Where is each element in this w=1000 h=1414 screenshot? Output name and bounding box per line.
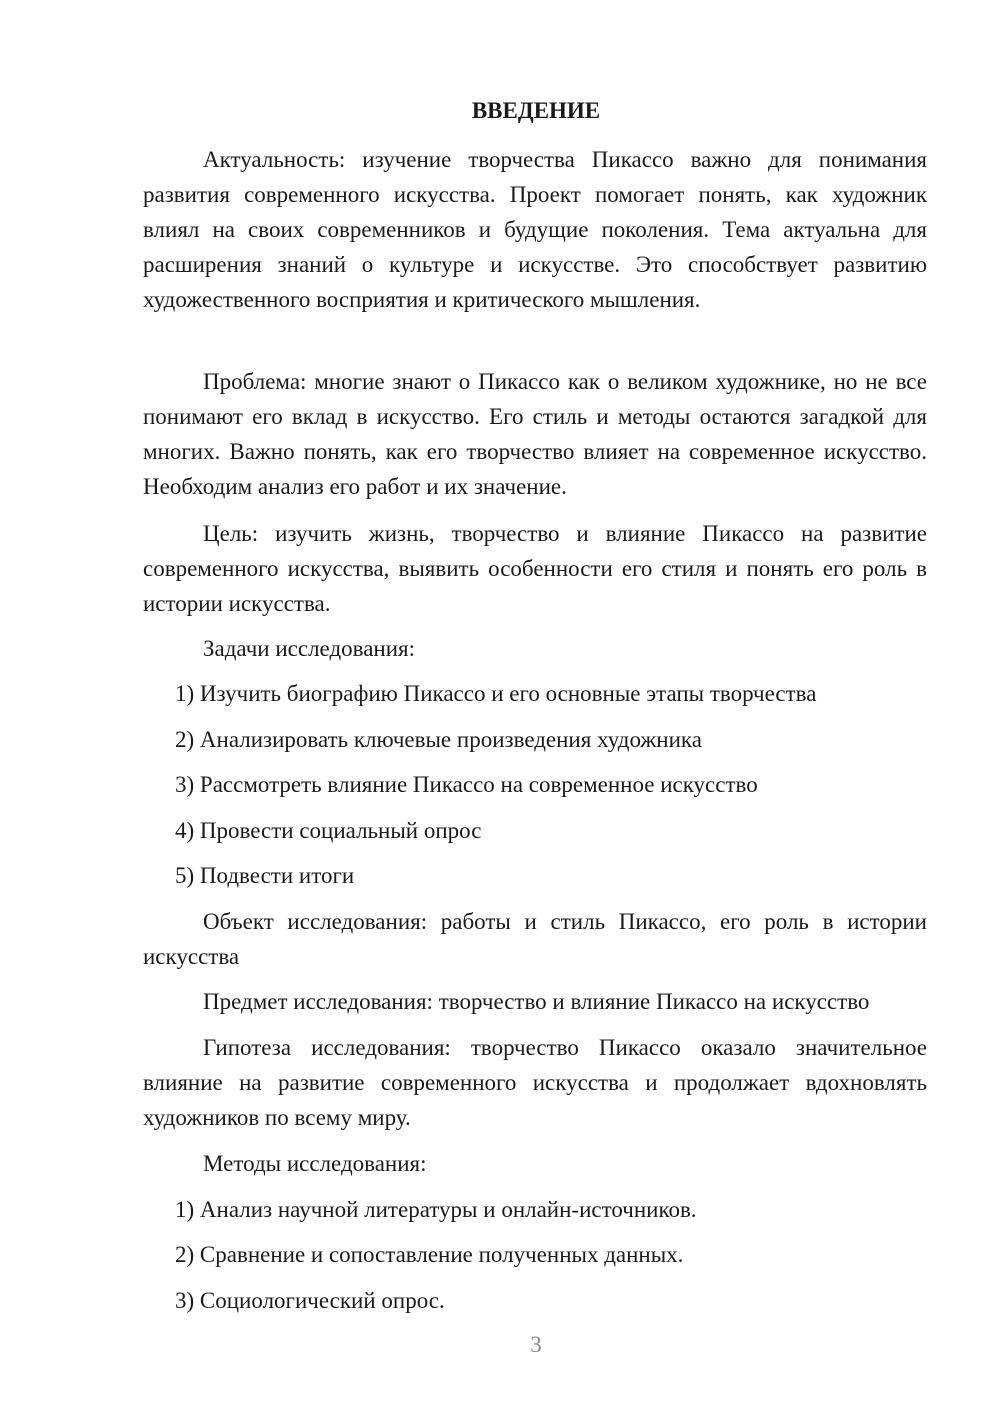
goal-paragraph: Цель: изучить жизнь, творчество и влияние Пикассо на развитие современного искусства, выявить особенности его стиля и понять его роль в истории искусства.: [143, 521, 927, 616]
relevance-paragraph: Актуальность: изучение творчества Пикассо важно для понимания развития современного искусства. Проект помогает понять, как художник влиял на своих современников и будущие поколения. Тема актуальна для расширения знаний о культуре и искусстве. Это способствует развитию художественного восприятия и критического мышления.: [143, 147, 927, 312]
method-item: 2) Сравнение и сопоставление полученных данных.: [175, 1242, 684, 1267]
subject-paragraph: Предмет исследования: творчество и влияние Пикассо на искусство: [203, 989, 870, 1014]
task-item: 2) Анализировать ключевые произведения художника: [175, 727, 702, 752]
page-number: 3: [530, 1332, 542, 1357]
task-item: 4) Провести социальный опрос: [175, 818, 482, 843]
problem-paragraph: Проблема: многие знают о Пикассо как о великом художнике, но не все понимают его вклад в искусство. Его стиль и методы остаются загадкой для многих. Важно понять, как его творчество влияет на современное искусство. Необходим анализ его работ и их значение.: [143, 369, 927, 499]
method-item: 1) Анализ научной литературы и онлайн-источников.: [175, 1197, 697, 1222]
task-item: 3) Рассмотреть влияние Пикассо на современное искусство: [175, 772, 758, 797]
hypothesis-paragraph: Гипотеза исследования: творчество Пикассо оказало значительное влияние на развитие современного искусства и продолжает вдохновлять художников по всему миру.: [143, 1035, 927, 1130]
object-paragraph: Объект исследования: работы и стиль Пикассо, его роль в истории искусства: [143, 909, 927, 969]
tasks-heading: Задачи исследования:: [203, 636, 416, 661]
page-title: ВВЕДЕНИЕ: [471, 98, 601, 123]
task-item: 5) Подвести итоги: [175, 863, 355, 888]
task-item: 1) Изучить биографию Пикассо и его основные этапы творчества: [175, 681, 817, 706]
method-item: 3) Социологический опрос.: [175, 1288, 445, 1313]
methods-heading: Методы исследования:: [203, 1151, 427, 1176]
